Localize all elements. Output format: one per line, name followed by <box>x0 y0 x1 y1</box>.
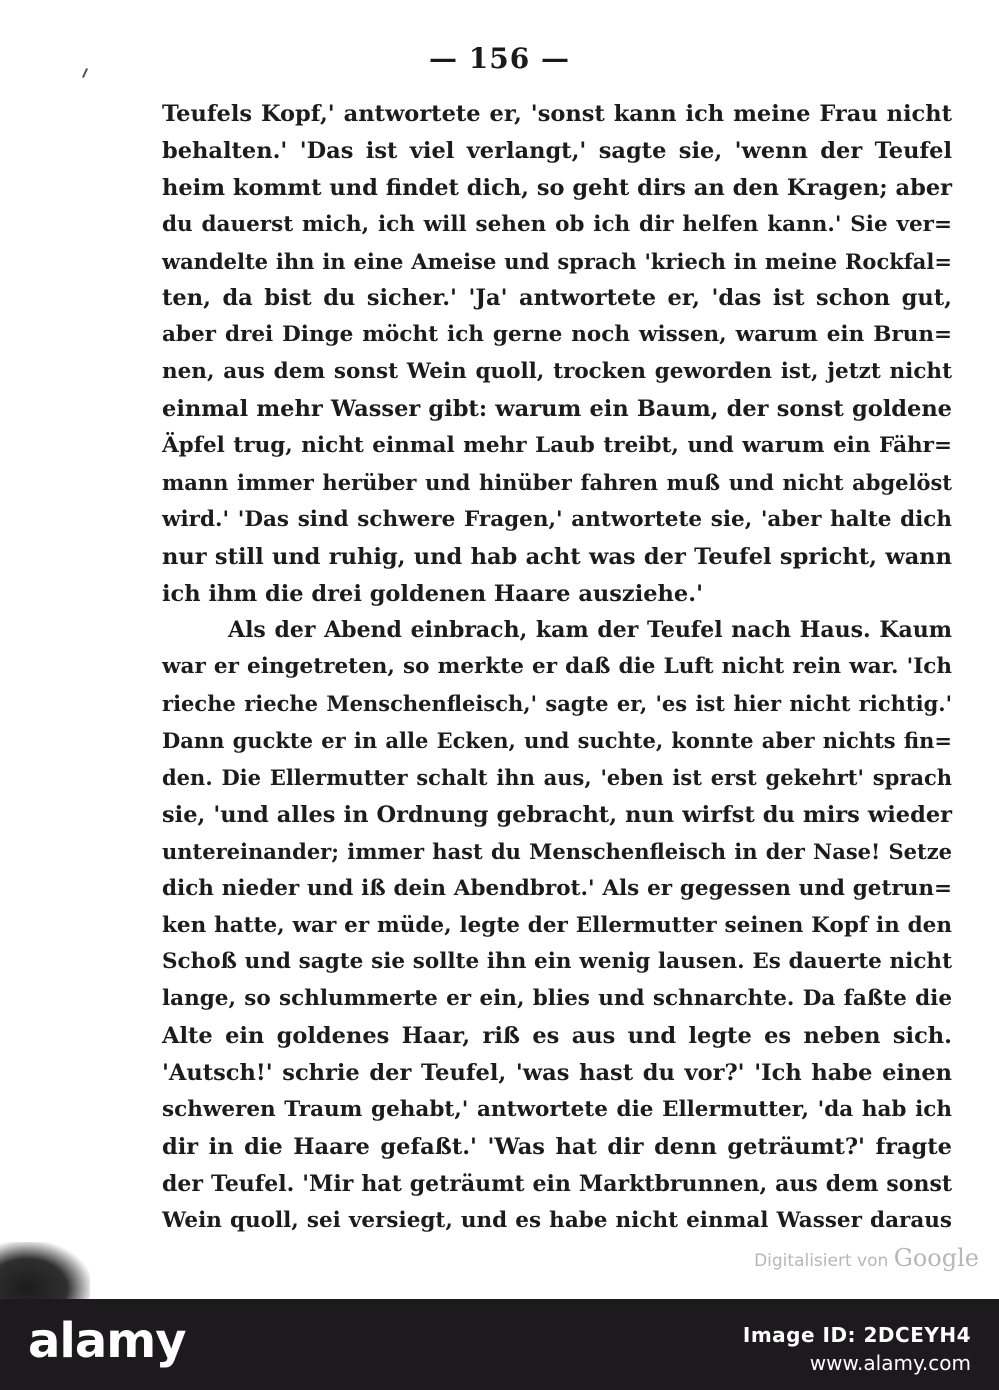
text-line: ten, da bist du sicher.' 'Ja' antwortete er, 'das ist schon gut, <box>162 285 952 312</box>
text-line: Alte ein goldenes Haar, riß es aus und legte es neben sich. <box>162 1023 952 1050</box>
text-line: dich nieder und iß dein Abendbrot.' Als er gegessen und getrun= <box>162 875 952 901</box>
text-line: lange, so schlummerte er ein, blies und schnarchte. Da faßte die <box>162 986 952 1012</box>
paragraph-start-line: Als der Abend einbrach, kam der Teufel nach Haus. Kaum <box>228 617 952 644</box>
text-line: Schoß und sagte sie sollte ihn ein wenig lausen. Es dauerte nicht <box>162 949 952 975</box>
text-line: Teufels Kopf,' antwortete er, 'sonst kann ich meine Frau nicht <box>162 101 952 127</box>
text-line: ken hatte, war er müde, legte der Ellermutter seinen Kopf in den <box>162 912 952 938</box>
text-line: war er eingetreten, so merkte er daß die Luft nicht rein war. 'Ich <box>162 654 952 680</box>
footer-url-text: www.alamy.com <box>809 1351 971 1375</box>
text-line: Äpfel trug, nicht einmal mehr Laub treibt, und warum ein Fähr= <box>162 433 952 459</box>
text-line: schweren Traum gehabt,' antwortete die Ellermutter, 'da hab ich <box>162 1097 952 1123</box>
text-line: untereinander; immer hast du Menschenfleisch in der Nase! Setze <box>162 838 952 864</box>
text-line: heim kommt und findet dich, so geht dirs an den Kragen; aber <box>162 174 952 201</box>
text-line: wird.' 'Das sind schwere Fragen,' antwortete sie, 'aber halte dich <box>162 506 952 532</box>
text-line: den. Die Ellermutter schalt ihn aus, 'eben ist erst gekehrt' sprach <box>162 765 952 791</box>
page-number: — 156 — <box>429 42 570 75</box>
page-corner-stain <box>0 1242 90 1299</box>
body-text <box>162 96 952 1240</box>
text-line: sie, 'und alles in Ordnung gebracht, nun wirfst du mirs wieder <box>162 801 952 828</box>
credit-prefix: Digitalisiert von <box>754 1251 889 1271</box>
digitization-credit <box>754 1244 979 1272</box>
text-line: aber drei Dinge möcht ich gerne noch wissen, warum ein Brun= <box>162 322 952 348</box>
text-line: rieche rieche Menschenfleisch,' sagte er, 'es ist hier nicht richtig.' <box>162 691 952 717</box>
text-line: dir in die Haare gefaßt.' 'Was hat dir denn geträumt?' fragte <box>162 1133 952 1160</box>
text-line: behalten.' 'Das ist viel verlangt,' sagte sie, 'wenn der Teufel <box>162 137 952 164</box>
text-line: mann immer herüber und hinüber fahren muß und nicht abgelöst <box>162 469 952 495</box>
text-line: wandelte ihn in eine Ameise und sprach 'kriech in meine Rockfal= <box>162 248 952 274</box>
text-line: 'Autsch!' schrie der Teufel, 'was hast du vor?' 'Ich habe einen <box>162 1060 952 1087</box>
text-line: Dann guckte er in alle Ecken, und suchte, konnte aber nichts fin= <box>162 728 952 754</box>
image-id-text: Image ID: 2DCEYH4 <box>742 1323 971 1347</box>
text-line: Wein quoll, sei versiegt, und es habe nicht einmal Wasser daraus <box>162 1207 952 1233</box>
alamy-logo: alamy <box>28 1313 186 1369</box>
text-line: nen, aus dem sonst Wein quoll, trocken geworden ist, jetzt nicht <box>162 359 952 385</box>
text-line: nur still und ruhig, und hab acht was der Teufel spricht, wann <box>162 543 952 570</box>
text-line: ich ihm die drei goldenen Haare ausziehe.' <box>162 580 703 607</box>
text-line: du dauerst mich, ich will sehen ob ich dir helfen kann.' Sie ver= <box>162 211 952 237</box>
stock-watermark-footer <box>0 1299 999 1390</box>
text-line: der Teufel. 'Mir hat geträumt ein Marktbrunnen, aus dem sonst <box>162 1170 952 1197</box>
text-line: einmal mehr Wasser gibt: warum ein Baum, der sonst goldene <box>162 396 952 423</box>
footer-meta <box>743 1323 971 1375</box>
google-wordmark: Google <box>893 1244 979 1272</box>
